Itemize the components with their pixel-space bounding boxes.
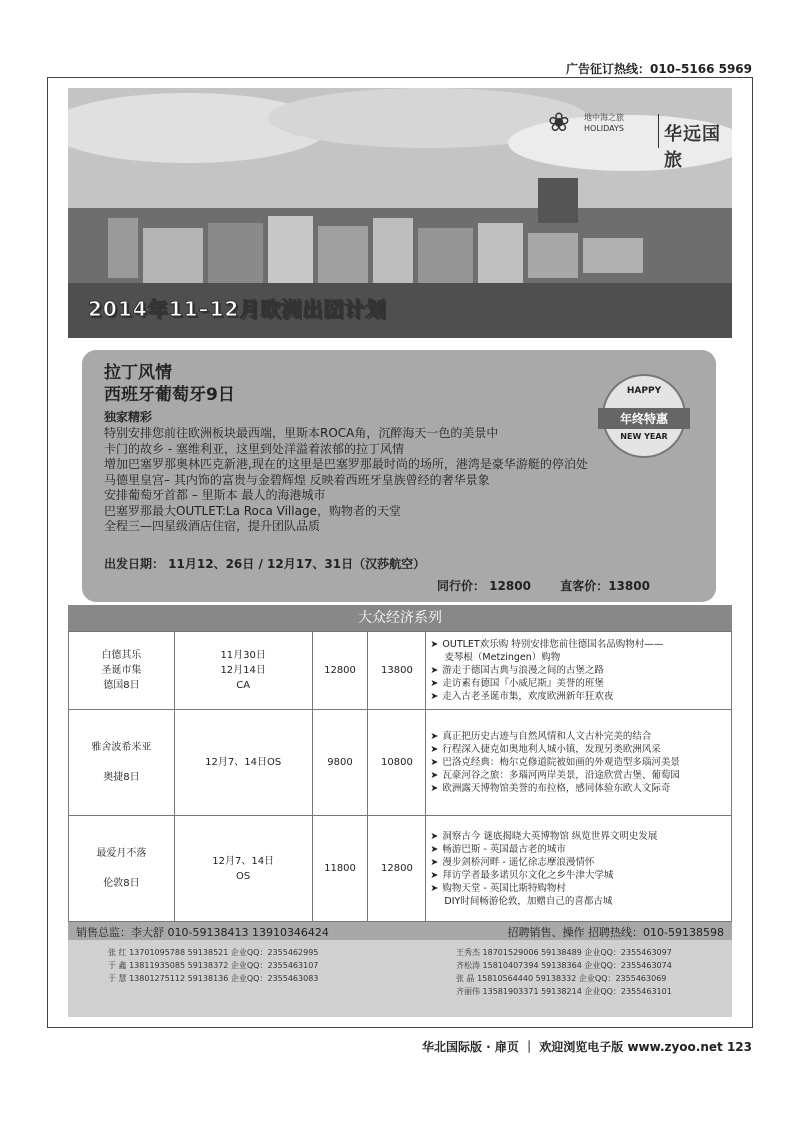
route-retail-price: 13800: [368, 632, 426, 710]
route-details: [426, 816, 732, 922]
route-dates: 11月30日 12月14日 CA: [174, 632, 312, 710]
list-item: ➤ 瓦豪河谷之旅：多瑙河两岸美景，沿途欣赏古堡、葡萄园: [430, 769, 725, 782]
ad-hotline: 广告征订热线：010–5166 5969: [565, 62, 752, 76]
contact-row: 张 晶 15810564440 59138332 企业QQ：2355463069: [456, 974, 667, 983]
logo-area: [548, 108, 723, 171]
list-item: DIY时间畅游伦敦，加赠自己的喜都古城: [444, 895, 613, 907]
promo-title-1: 拉丁风情: [104, 363, 172, 383]
badge-bot: NEW YEAR: [620, 432, 668, 441]
table-row: [69, 710, 732, 816]
list-item: ➤ 游走于德国古典与浪漫之间的古堡之路: [430, 664, 725, 677]
list-item: ➤ 购物天堂 - 英国比斯特购物村: [430, 882, 725, 895]
badge-mid: 年终特惠: [598, 408, 690, 429]
list-item: ➤ 漫步剑桥河畔 - 遥忆徐志摩浪漫情怀: [430, 856, 725, 869]
highlight-label: 独家精彩: [104, 410, 153, 424]
sales-header: [68, 922, 732, 940]
highlight-line: 马德里皇宫– 其内饰的富贵与金碧辉煌 反映着西班牙皇族曾经的奢华景象: [104, 472, 490, 487]
recruit-hotline: 招聘销售、操作 招聘热线：010-59138598: [507, 926, 724, 939]
promo-title-2: 西班牙葡萄牙9日: [104, 385, 235, 405]
route-peer-price: 11800: [312, 816, 368, 922]
contacts-left: [108, 946, 318, 985]
route-details: [426, 710, 732, 816]
peer-price: 同行价： 12800: [437, 579, 531, 593]
highlight-line: 巴塞罗那最大OUTLET:La Roca Village，购物者的天堂: [104, 503, 401, 518]
route-dates: 12月7、14日OS: [174, 710, 312, 816]
highlight-line: 特别安排您前往欧洲板块最西端，里斯本ROCA角，沉醉海天一色的美景中: [104, 426, 499, 440]
list-item: ➤ 行程深入捷克如奥地利人城小镇，发现另类欧洲风采: [430, 743, 725, 756]
route-peer-price: 9800: [312, 710, 368, 816]
highlight-line: 安排葡萄牙首都 – 里斯本 最人的海港城市: [104, 488, 326, 502]
route-retail-price: 10800: [368, 710, 426, 816]
contact-row: 王秀杰 18701529006 59138489 企业QQ：2355463097: [456, 948, 672, 957]
list-item: ➤ 真正把历史古迹与自然风情和人文古朴完美的结合: [430, 730, 725, 743]
sales-contacts: [68, 922, 732, 1017]
route-dates: 12月7、14日 OS: [174, 816, 312, 922]
route-peer-price: 12800: [312, 632, 368, 710]
mascot-icon: ❀: [548, 108, 570, 138]
route-name: 白德其乐 圣诞市集 德国8日: [69, 632, 175, 710]
list-item: ➤ 畅游巴斯 - 英国最古老的城市: [430, 843, 725, 856]
hero-banner: [68, 88, 732, 338]
badge-top: HAPPY: [626, 386, 662, 396]
list-item: ➤ 欧洲露天博物馆美誉的布拉格，感同体验东欧人文际奇: [430, 782, 725, 795]
route-retail-price: 12800: [368, 816, 426, 922]
series-title: 大众经济系列: [68, 605, 732, 631]
list-item: ➤ 巴洛克经典：梅尔克修道院被如画的外观造型多瑙河美景: [430, 756, 725, 769]
list-item: ➤ 走入古老圣诞市集，欢度欧洲新年狂欢夜: [430, 690, 725, 703]
retail-price: 直客价：13800: [560, 579, 650, 593]
contact-row: 于 鑫 13811935085 59138372 企业QQ：2355463107: [108, 961, 319, 970]
contact-row: 齐丽伟 13581903371 59138214 企业QQ：2355463101: [456, 987, 672, 996]
route-details: [426, 632, 732, 710]
route-name: 雅舍波希米亚 奥捷8日: [69, 710, 175, 816]
promo-box: [82, 350, 716, 602]
list-item: ➤ 洞察古今 谜底揭晓大英博物馆 纵览世界文明史发展: [430, 830, 725, 843]
highlight-lines: [104, 426, 704, 535]
table-row: [69, 816, 732, 922]
list-item: 麦琴根（Metzingen）购物: [444, 652, 561, 663]
contact-row: 张 红 13701095788 59138521 企业QQ：2355462995: [108, 948, 319, 957]
route-name: 最爱月不落 伦敦8日: [69, 816, 175, 922]
departure-dates: 出发日期： 11月12、26日 / 12月17、31日（汉莎航空）: [104, 557, 426, 571]
contact-row: 于 慧 13801275112 59138136 企业QQ：2355463083: [108, 974, 319, 983]
price-line: [437, 577, 650, 594]
contact-row: 齐松涛 15810407394 59138364 企业QQ：2355463074: [456, 961, 672, 970]
routes-table: [68, 631, 732, 922]
logo-text: 地中海之旅 HOLIDAYS: [584, 113, 624, 133]
highlight-line: 全程三—四星级酒店住宿，提升团队品质: [104, 519, 321, 533]
list-item: ➤ 走访素有德国『小威尼斯』美誉的班堡: [430, 677, 725, 690]
brand-name: 华远国旅: [664, 124, 721, 171]
list-item: ➤ OUTLET欢乐购 特别安排您前往德国名品购物村——: [430, 638, 725, 651]
page-footer: 华北国际版 · 扉页 ｜ 欢迎浏览电子版 www.zyoo.net 123: [422, 1040, 752, 1054]
contacts-right: [456, 946, 672, 998]
highlight-line: 卡门的故乡 - 塞维利亚，这里到处洋溢着浓郁的拉丁风情: [104, 441, 404, 456]
list-item: ➤ 拜访学者最多诺贝尔文化之乡牛津大学城: [430, 869, 725, 882]
hero-title: 2014年11–12月欧洲出团计划: [88, 297, 387, 321]
table-row: [69, 632, 732, 710]
logo-divider: [658, 114, 659, 148]
sales-director: 销售总监：李大舒 010-59138413 13910346424: [76, 926, 329, 939]
highlight-line: 增加巴塞罗那奥林匹克新港,现在的这里是巴塞罗那最时尚的场所，港湾是豪华游艇的停泊处: [104, 457, 588, 471]
